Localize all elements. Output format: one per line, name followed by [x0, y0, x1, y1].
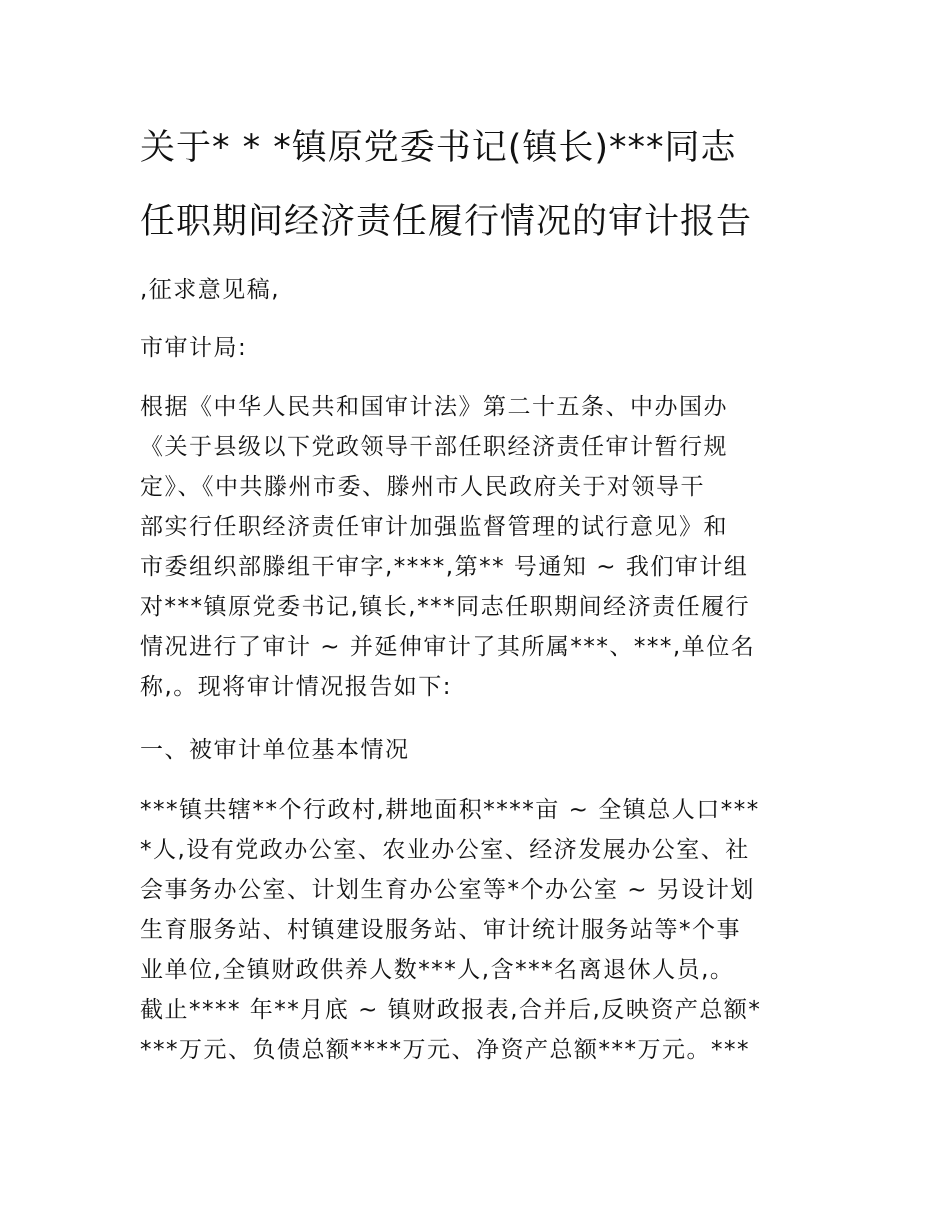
section-1-heading-text: 一、被审计单位基本情况	[140, 737, 410, 763]
paragraph-1-line: 市委组织部滕组干审字,****,第** 号通知 ~ 我们审计组	[140, 554, 749, 580]
paragraph-2-line: 截止**** 年**月底 ~ 镇财政报表,合并后,反映资产总额*	[140, 997, 762, 1023]
paragraph-2-line: ***镇共辖**个行政村,耕地面积****亩 ~ 全镇总人口***	[140, 797, 760, 823]
addressee	[140, 328, 820, 368]
paragraph-2-line: 业单位,全镇财政供养人数***人,含***名离退休人员,。	[140, 957, 735, 983]
paragraph-2-line: ***万元、负债总额****万元、净资产总额***万元。***	[140, 1037, 750, 1063]
draft-note-text: ,征求意见稿,	[140, 277, 281, 303]
paragraph-2-line: *人,设有党政办公室、农业办公室、经济发展办公室、社	[140, 837, 750, 863]
addressee-text: 市审计局:	[140, 335, 248, 361]
paragraph-1-line: 根据《中华人民共和国审计法》第二十五条、中办国办	[140, 394, 728, 420]
document-title-line-2: 任职期间经济责任履行情况的审计报告	[140, 202, 753, 242]
paragraph-1-line: 部实行任职经济责任审计加强监督管理的试行意见》和	[140, 514, 728, 540]
paragraph-1-line: 称,。现将审计情况报告如下:	[140, 674, 453, 700]
section-1-heading	[140, 730, 820, 770]
paragraph-1-line: 对***镇原党委书记,镇长,***同志任职期间经济责任履行	[140, 594, 751, 620]
paragraph-1-line: 情况进行了审计 ~ 并延伸审计了其所属***、***,单位名	[140, 634, 756, 660]
paragraph-1	[140, 387, 820, 707]
paragraph-1-line: 定》、《中共滕州市委、滕州市人民政府关于对领导干	[140, 474, 705, 500]
paragraph-2	[140, 790, 820, 1070]
paragraph-2-line: 生育服务站、村镇建设服务站、审计统计服务站等*个事	[140, 917, 741, 943]
draft-note	[140, 270, 820, 310]
paragraph-1-line: 《关于县级以下党政领导干部任职经济责任审计暂行规	[140, 434, 728, 460]
document-title-line-1: 关于* * *镇原党委书记(镇长)***同志	[140, 128, 737, 168]
paragraph-2-line: 会事务办公室、计划生育办公室等*个办公室 ~ 另设计划	[140, 877, 755, 903]
